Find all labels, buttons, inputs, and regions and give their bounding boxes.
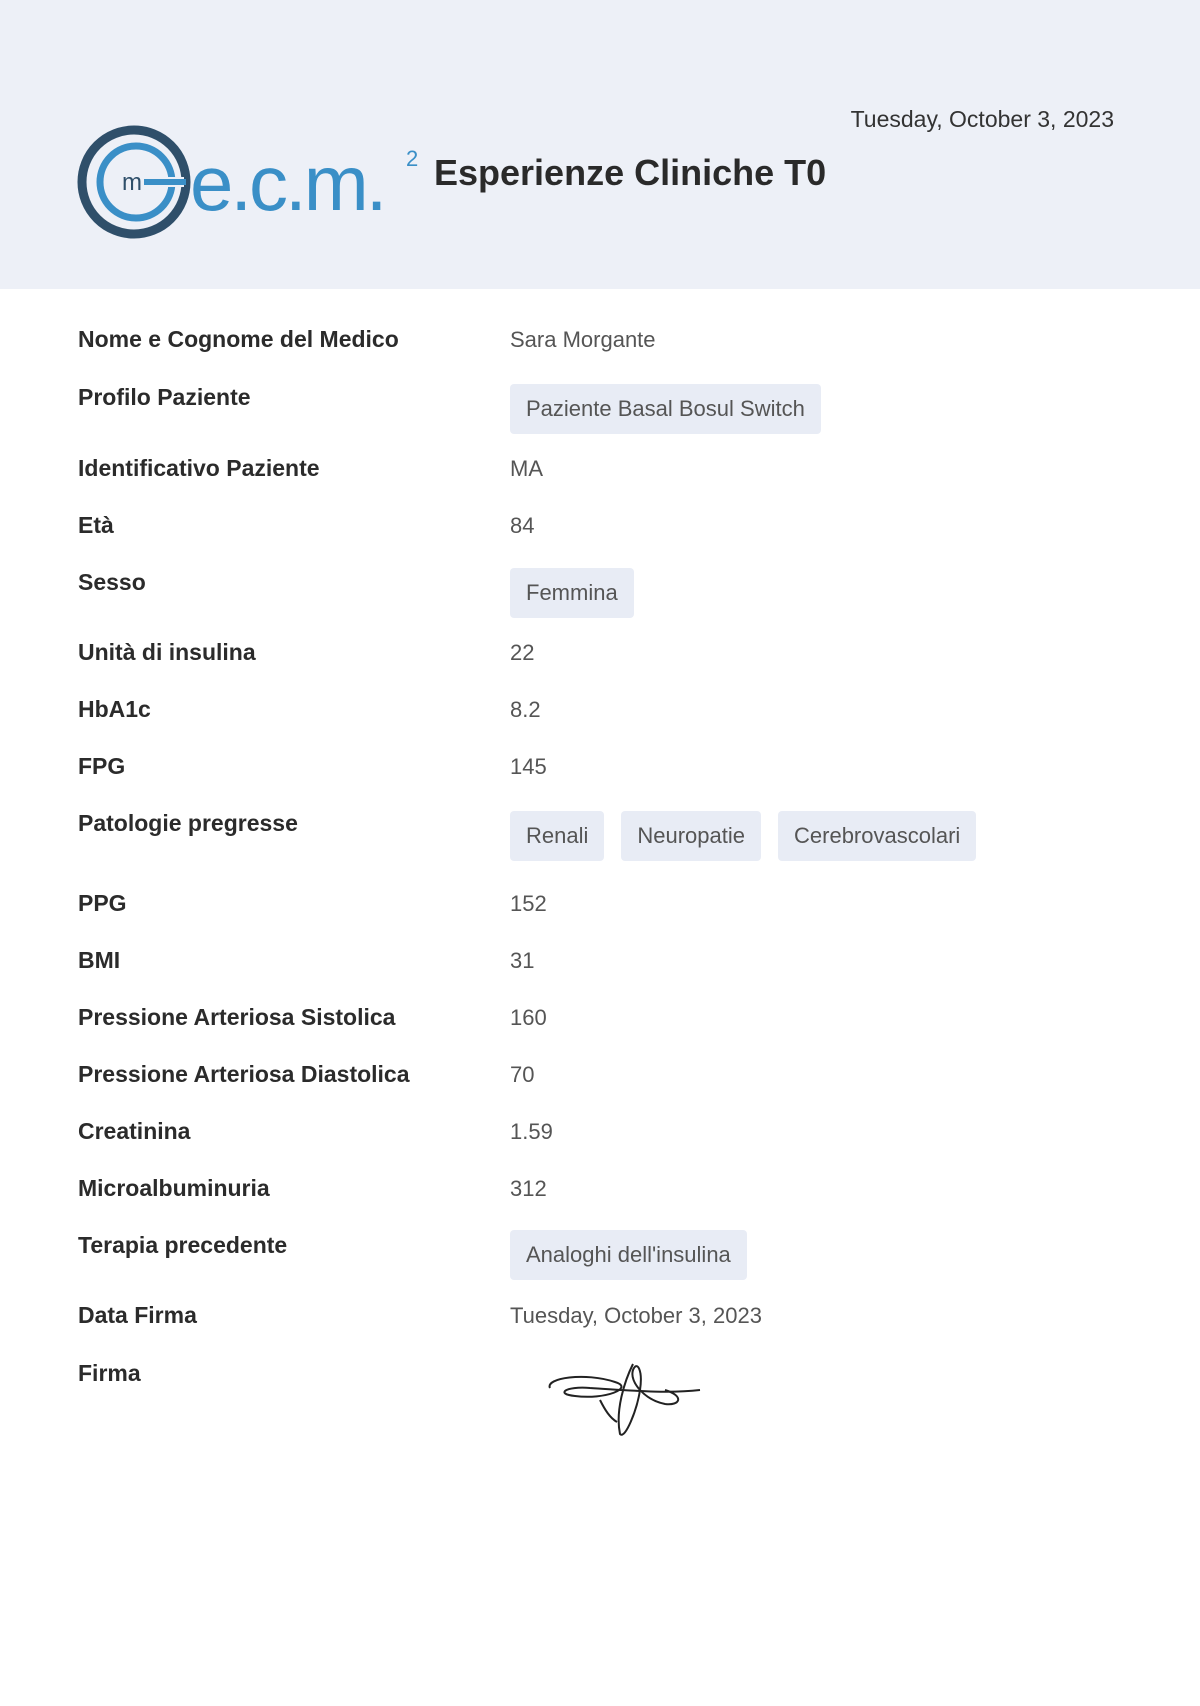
label-systolic-pressure: Pressione Arteriosa Sistolica bbox=[78, 1004, 396, 1030]
label-signature: Firma bbox=[78, 1360, 141, 1386]
past-conditions-chips bbox=[510, 811, 976, 861]
label-previous-therapy: Terapia precedente bbox=[78, 1232, 288, 1258]
ecm-logo bbox=[74, 120, 434, 250]
label-signature-date: Data Firma bbox=[78, 1302, 197, 1328]
label-ppg: PPG bbox=[78, 890, 127, 916]
value-age: 84 bbox=[510, 513, 535, 538]
value-hba1c: 8.2 bbox=[510, 697, 541, 722]
label-creatinine: Creatinina bbox=[78, 1118, 191, 1144]
value-systolic-pressure: 160 bbox=[510, 1005, 547, 1030]
label-insulin-units: Unità di insulina bbox=[78, 639, 256, 665]
label-diastolic-pressure: Pressione Arteriosa Diastolica bbox=[78, 1061, 410, 1087]
value-fpg: 145 bbox=[510, 754, 547, 779]
page-title: Esperienze Cliniche T0 bbox=[434, 152, 827, 193]
label-patient-profile: Profilo Paziente bbox=[78, 384, 251, 410]
header-date: Tuesday, October 3, 2023 bbox=[850, 106, 1114, 132]
label-microalbuminuria: Microalbuminuria bbox=[78, 1175, 270, 1201]
svg-text:e.c.m.: e.c.m. bbox=[190, 139, 385, 227]
chip-condition: Renali bbox=[510, 811, 604, 861]
svg-text:2: 2 bbox=[406, 146, 419, 171]
previous-therapy-chips bbox=[510, 1230, 747, 1280]
value-creatinine: 1.59 bbox=[510, 1119, 553, 1144]
value-patient-id: MA bbox=[510, 456, 543, 481]
value-doctor-name: Sara Morgante bbox=[510, 327, 656, 352]
page-header bbox=[0, 0, 1200, 289]
chip-condition: Cerebrovascolari bbox=[778, 811, 976, 861]
value-insulin-units: 22 bbox=[510, 640, 535, 665]
value-bmi: 31 bbox=[510, 948, 535, 973]
label-age: Età bbox=[78, 512, 114, 538]
chip-condition: Neuropatie bbox=[621, 811, 761, 861]
chip-patient-profile: Paziente Basal Bosul Switch bbox=[510, 384, 821, 434]
value-diastolic-pressure: 70 bbox=[510, 1062, 535, 1087]
value-ppg: 152 bbox=[510, 891, 547, 916]
svg-text:m: m bbox=[122, 169, 142, 196]
label-bmi: BMI bbox=[78, 947, 121, 973]
chip-previous-therapy: Analoghi dell'insulina bbox=[510, 1230, 747, 1280]
signature-image bbox=[545, 1360, 705, 1440]
label-fpg: FPG bbox=[78, 753, 126, 779]
label-doctor-name: Nome e Cognome del Medico bbox=[78, 326, 399, 352]
label-patient-id: Identificativo Paziente bbox=[78, 455, 320, 481]
label-hba1c: HbA1c bbox=[78, 696, 151, 722]
label-sex: Sesso bbox=[78, 569, 146, 595]
sex-chips bbox=[510, 568, 634, 618]
value-signature-date: Tuesday, October 3, 2023 bbox=[510, 1303, 762, 1328]
value-microalbuminuria: 312 bbox=[510, 1176, 547, 1201]
patient-profile-chips bbox=[510, 384, 821, 434]
label-past-conditions: Patologie pregresse bbox=[78, 810, 298, 836]
chip-sex: Femmina bbox=[510, 568, 634, 618]
